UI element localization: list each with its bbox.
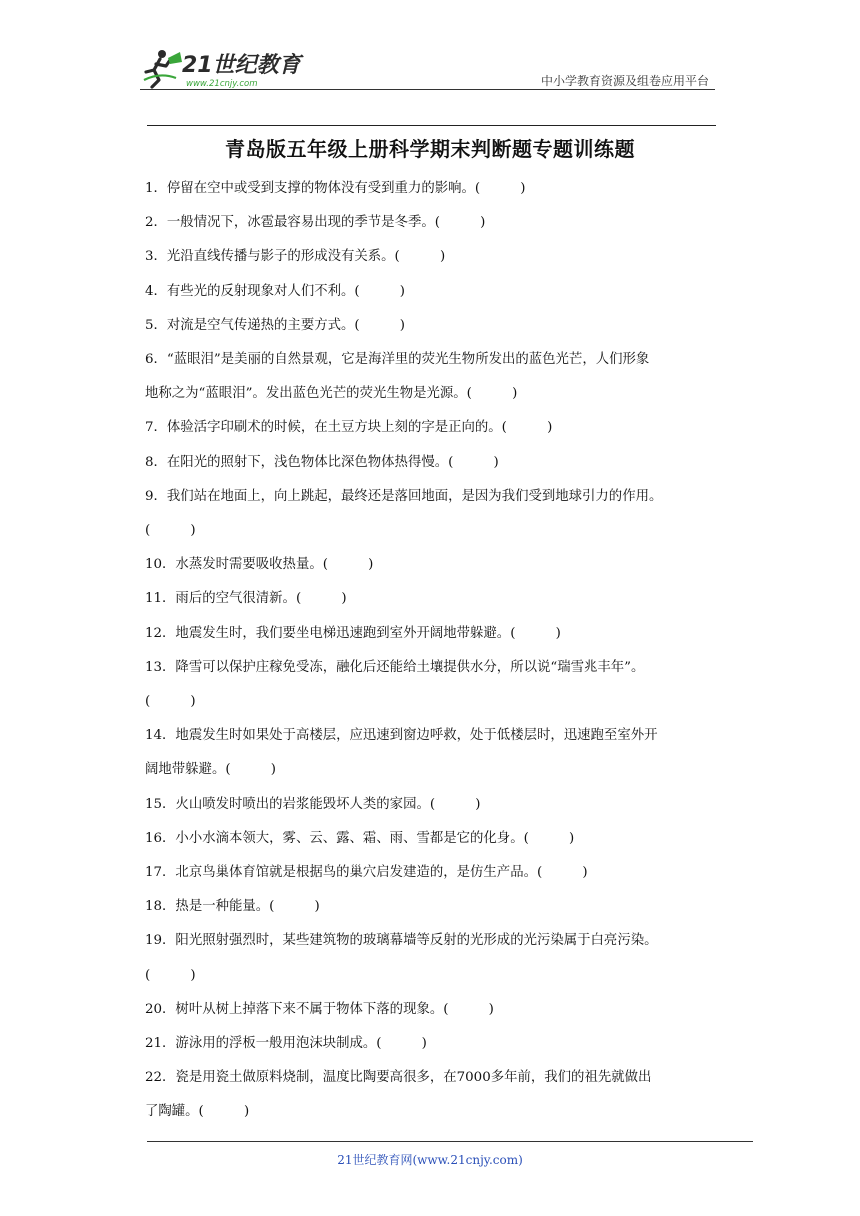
question-item: 11．雨后的空气很清新。( ) — [145, 591, 347, 607]
question-item: 8．在阳光的照射下，浅色物体比深色物体热得慢。( ) — [145, 454, 499, 470]
question-item: 21．游泳用的浮板一般用泡沫块制成。( ) — [145, 1036, 427, 1051]
question-item-continuation: ( ) — [145, 694, 196, 709]
question-item: 7．体验活字印刷术的时候，在土豆方块上刻的字是正向的。( ) — [145, 420, 553, 436]
question-item: 22．瓷是用瓷土做原料烧制，温度比陶要高很多，在7000多年前，我们的祖先就做出 — [145, 1070, 652, 1086]
logo — [140, 42, 315, 90]
footer-divider — [147, 1141, 753, 1142]
question-item: 17．北京鸟巢体育馆就是根据鸟的巢穴启发建造的，是仿生产品。( ) — [145, 865, 588, 880]
question-item: 15．火山喷发时喷出的岩浆能毁坏人类的家园。( ) — [145, 796, 481, 812]
question-item: 10．水蒸发时需要吸收热量。( ) — [145, 557, 374, 573]
page-header — [140, 40, 715, 92]
runner-icon — [144, 50, 182, 87]
logo-url: www.21cnjy.com — [186, 79, 258, 89]
question-item-continuation: ( ) — [145, 967, 196, 983]
question-item: 14．地震发生时如果处于高楼层，应迅速到窗边呼救，处于低楼层时，迅速跑至室外开 — [145, 728, 658, 744]
question-item: 19．阳光照射强烈时，某些建筑物的玻璃幕墙等反射的光形成的光污染属于白亮污染。 — [145, 933, 658, 949]
question-item: 18．热是一种能量。( ) — [145, 899, 320, 915]
header-divider — [140, 89, 715, 90]
platform-label: 中小学教育资源及组卷应用平台 — [540, 74, 709, 88]
logo-text: 21世纪教育 — [182, 53, 301, 78]
page-title: 青岛版五年级上册科学期末判断题专题训练题 — [225, 137, 635, 161]
question-item: 16．小小水滴本领大，雾、云、露、霜、雨、雪都是它的化身。( ) — [145, 830, 575, 846]
question-item-continuation: 了陶罐。( ) — [145, 1104, 250, 1120]
question-item-continuation: 阔地带躲避。( ) — [145, 762, 276, 778]
question-item: 2．一般情况下，冰雹最容易出现的季节是冬季。( ) — [145, 215, 486, 231]
question-item: 6．“蓝眼泪”是美丽的自然景观，它是海洋里的荧光生物所发出的蓝色光芒，人们形象 — [145, 352, 650, 367]
question-item-continuation: 地称之为“蓝眼泪”。发出蓝色光芒的荧光生物是光源。( ) — [145, 386, 518, 402]
question-item: 1．停留在空中或受到支撑的物体没有受到重力的影响。( ) — [145, 181, 526, 196]
footer-text[interactable]: 21世纪教育网(www.21cnjy.com) — [337, 1153, 523, 1167]
question-item: 13．降雪可以保护庄稼免受冻，融化后还能给土壤提供水分，所以说“瑞雪兆丰年”。 — [145, 659, 645, 675]
question-item: 4．有些光的反射现象对人们不利。( ) — [145, 283, 405, 299]
question-item: 3．光沿直线传播与影子的形成没有关系。( ) — [145, 249, 446, 265]
question-item: 5．对流是空气传递热的主要方式。( ) — [145, 317, 405, 333]
title-rule — [147, 125, 716, 126]
question-item: 9．我们站在地面上，向上跳起，最终还是落回地面，是因为我们受到地球引力的作用。 — [145, 488, 663, 504]
question-item-continuation: ( ) — [145, 523, 196, 538]
question-item: 20．树叶从树上掉落下来不属于物体下落的现象。( ) — [145, 1001, 494, 1017]
question-item: 12．地震发生时，我们要坐电梯迅速跑到室外开阔地带躲避。( ) — [145, 625, 561, 641]
